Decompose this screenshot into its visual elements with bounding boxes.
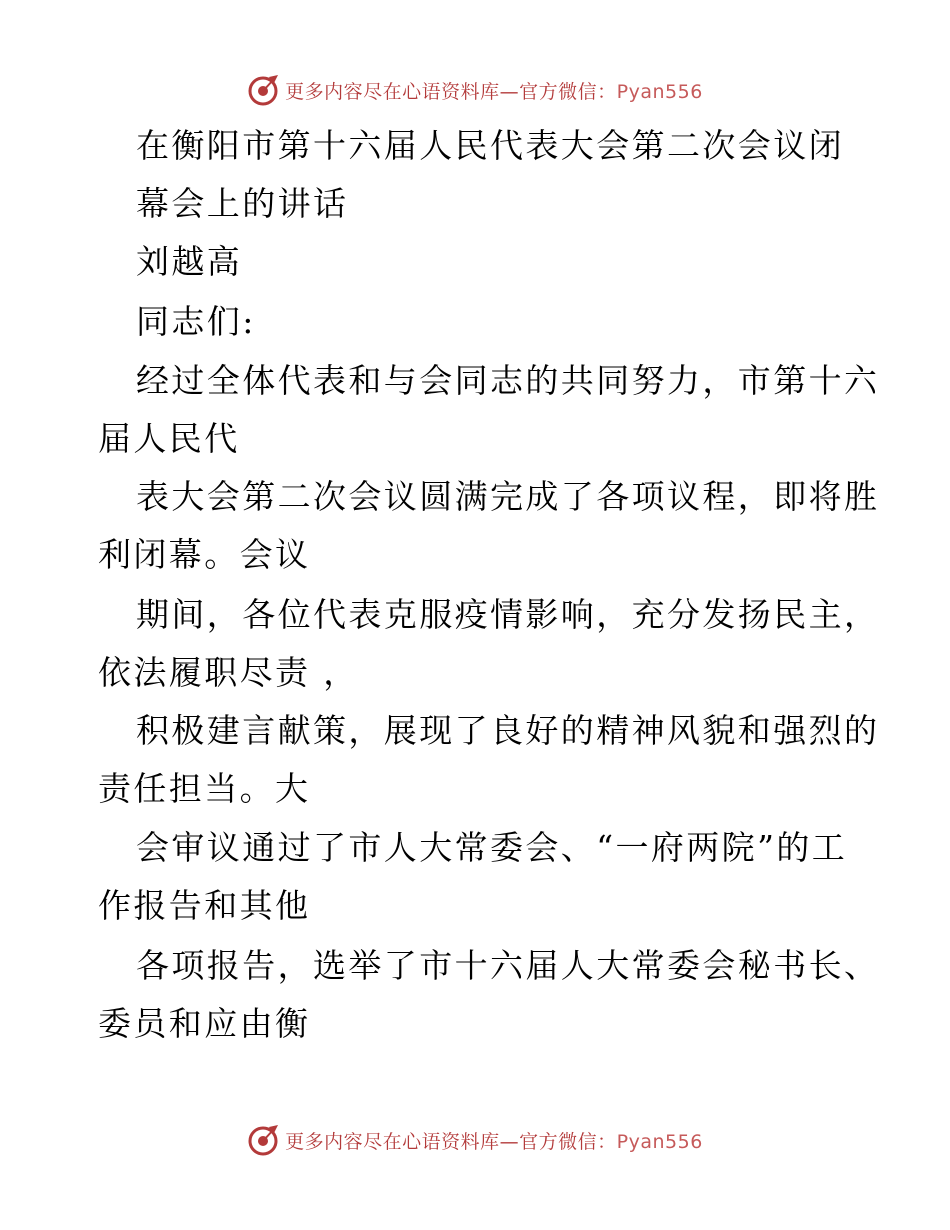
watermark-id: Pyan556 [616,1130,703,1153]
paragraph-line: 各项报告，选举了市十六届人大常委会秘书长、 [136,946,880,985]
paragraph-line: 依法履职尽责 ， [98,653,359,692]
title-line-2: 幕会上的讲话 [136,184,349,223]
watermark-text: 更多内容尽在心语资料库—官方微信： [285,1130,617,1153]
header-watermark [0,70,950,110]
watermark-text: 更多内容尽在心语资料库—官方微信： [285,80,617,103]
paragraph-line: 表大会第二次会议圆满完成了各项议程，即将胜 [136,477,880,516]
paragraph-line: 作报告和其他 [98,886,311,925]
quill-logo-icon [247,73,281,107]
paragraph-line: 期间，各位代表克服疫情影响，充分发扬民主， [136,595,880,634]
paragraph-line: 委员和应由衡 [98,1004,311,1043]
paragraph-line: 利闭幕。会议 [98,535,311,574]
watermark-id: Pyan556 [616,80,703,103]
quill-logo-icon [247,1123,281,1157]
paragraph-line: 责任担当。大 [98,769,311,808]
title-line-1: 在衡阳市第十六届人民代表大会第二次会议闭 [136,126,844,165]
footer-watermark [0,1120,950,1160]
paragraph-line: 经过全体代表和与会同志的共同努力，市第十六 [136,361,880,400]
paragraph-line: 积极建言献策，展现了良好的精神风貌和强烈的 [136,711,880,750]
author-name: 刘越高 [136,242,243,281]
paragraph-line: 会审议通过了市人大常委会、“一府两院”的工 [136,828,848,867]
salutation: 同志们: [136,302,256,341]
paragraph-line: 届人民代 [98,419,240,458]
